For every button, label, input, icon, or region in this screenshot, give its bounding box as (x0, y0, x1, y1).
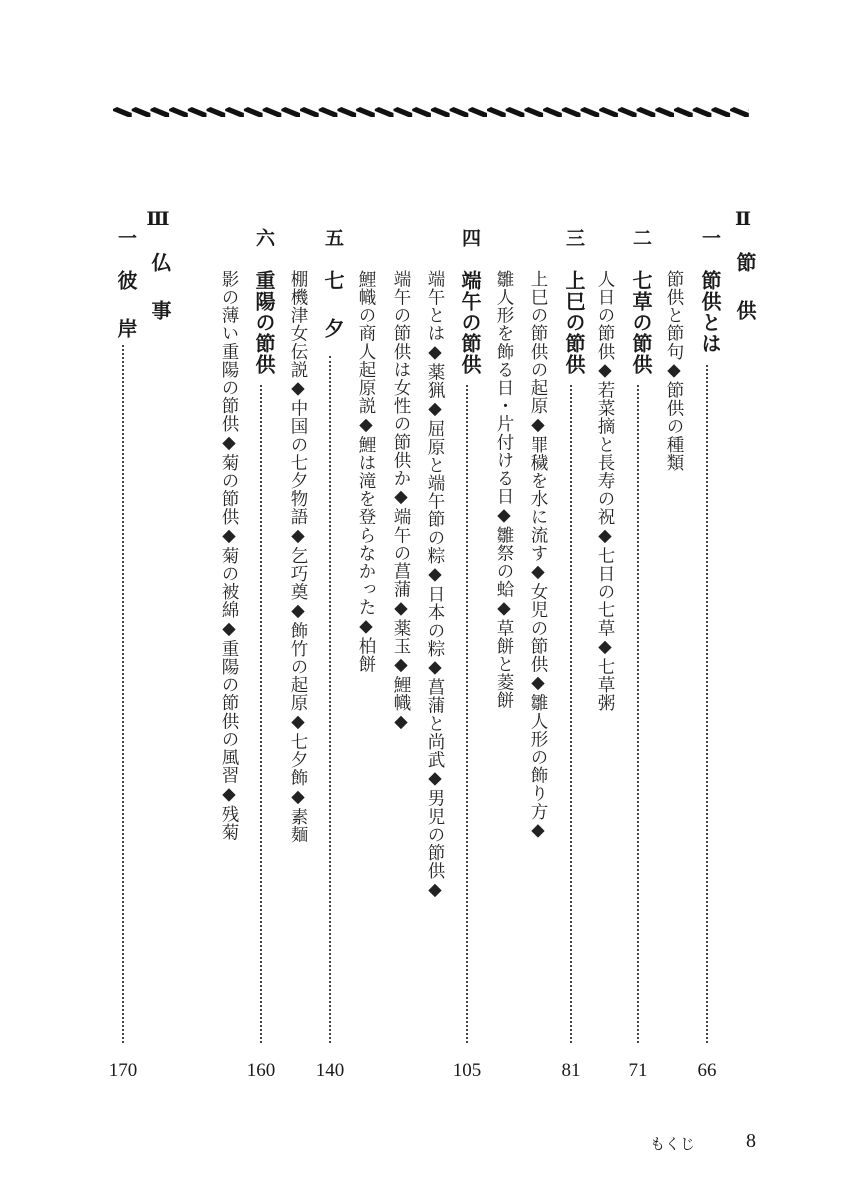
dotted-leader (466, 385, 468, 1043)
part-number: Ⅲ (147, 208, 169, 230)
page-number[interactable]: 66 (697, 1060, 717, 1081)
page-number[interactable]: 71 (628, 1060, 648, 1081)
dotted-leader (122, 345, 124, 1043)
page-number[interactable]: 170 (108, 1060, 138, 1081)
footer-label: もくじ (650, 1135, 696, 1153)
dotted-leader (706, 365, 708, 1043)
part-number: Ⅱ (732, 208, 754, 230)
toc-topics: 棚機津女伝説◆中国の七夕物語◆乞巧奠◆飾竹の起原◆七夕飾◆素麺 (288, 270, 308, 844)
toc-topics: 鯉幟の商人起原説◆鯉は滝を登らなかった◆柏餅 (356, 270, 376, 674)
toc-entry-title[interactable]: 重陽の節供 (252, 270, 276, 375)
part-title: 節 供 (733, 252, 757, 324)
toc-entry-title[interactable]: 上巳の節供 (562, 270, 586, 375)
toc-entry-title[interactable]: 七 夕 (321, 270, 345, 342)
page-number[interactable]: 81 (561, 1060, 581, 1081)
section-number: 二 (630, 228, 652, 247)
toc-topics: 端午とは◆薬猟◆屈原と端午節の粽◆日本の粽◆菖蒲と尚武◆男児の節供◆ (425, 270, 445, 901)
footer-page-number: 8 (746, 1130, 756, 1152)
section-number: 一 (115, 228, 137, 247)
section-number: 六 (253, 228, 275, 247)
page-number[interactable]: 160 (246, 1060, 276, 1081)
toc-topics: 節供と節句◆節供の種類 (664, 270, 684, 472)
section-number: 三 (563, 228, 585, 247)
toc-topics: 雛人形を飾る日・片付ける日◆雛祭の蛤◆草餅と菱餅 (494, 270, 514, 710)
toc-entry-title[interactable]: 節供とは (698, 270, 722, 354)
part-title: 仏 事 (148, 252, 172, 324)
page-number[interactable]: 140 (315, 1060, 345, 1081)
dotted-leader (260, 385, 262, 1043)
toc-topics: 上巳の節供の起原◆罪穢を水に流す◆女児の節供◆雛人形の飾り方◆ (528, 270, 548, 842)
toc-topics: 影の薄い重陽の節供◆菊の節供◆菊の被綿◆重陽の節供の風習◆残菊 (219, 270, 239, 842)
toc-entry-title[interactable]: 七草の節供 (629, 270, 653, 375)
section-number: 五 (322, 228, 344, 247)
dotted-leader (637, 385, 639, 1043)
page-number[interactable]: 105 (452, 1060, 482, 1081)
section-number: 一 (699, 228, 721, 247)
dotted-leader (570, 385, 572, 1043)
toc-entry-title[interactable]: 彼 岸 (114, 270, 138, 342)
toc-topics: 人日の節供◆若菜摘と長寿の祝◆七日の七草◆七草粥 (595, 270, 615, 712)
dotted-leader (329, 356, 331, 1043)
toc-topics: 端午の節供は女性の節供か◆端午の菖蒲◆薬玉◆鯉幟◆ (391, 270, 411, 733)
decorative-zigzag-rule (113, 107, 749, 117)
section-number: 四 (459, 228, 481, 247)
toc-entry-title[interactable]: 端午の節供 (458, 270, 482, 375)
